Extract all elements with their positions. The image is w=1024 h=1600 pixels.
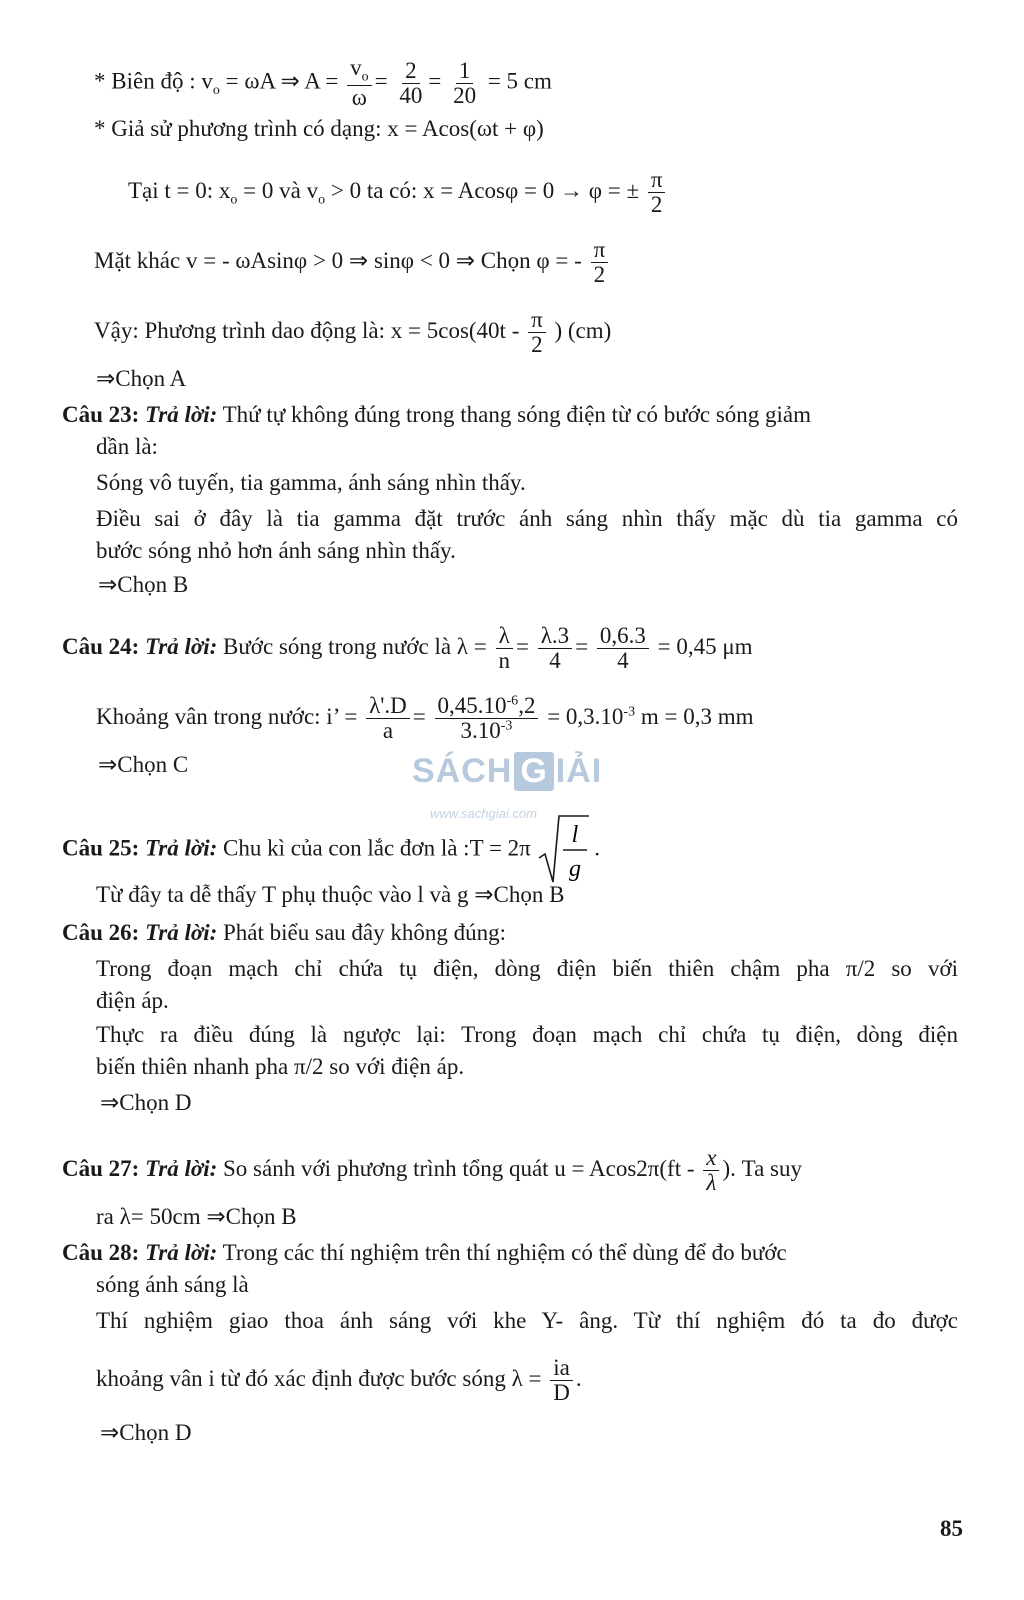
denominator: a [382,718,394,744]
answer-label: Trả lời: [145,1240,218,1265]
fraction [435,694,539,743]
q27-line1 [62,1146,960,1195]
subscript: o [230,192,238,208]
text: khoảng vân i từ đó xác định được bước sóng λ = [96,1365,542,1391]
numerator: 0,45.10 [437,693,507,718]
text: = 0,3.10 [547,703,624,729]
q24-line2: Khoảng vân trong nước: i’ = $\frac{\lambda'.D}{a}$ = $\frac{0,45.10^{-6},2}{3.10^{-3}}$ = $0,3.10^{-3}$ m = 0,3 mm [96,693,754,744]
exponent: -6 [506,693,519,709]
numerator: λ [496,624,513,649]
question-label: Câu 28: [62,1240,140,1265]
fraction [366,694,410,743]
question-label: Câu 27: [62,1155,140,1181]
choose-c: ⇒Chọn C [98,752,189,777]
numerator: l [571,822,578,848]
text: = 5 cm [487,68,552,94]
numerator: π [591,238,609,263]
denominator: 40 [399,82,423,108]
q23-line4: Điều sai ở đây là tia gamma đặt trước ánh sáng nhìn thấy mặc dù tia gamma có [96,506,958,531]
q25-line1 [62,814,600,886]
numerator: π [528,308,546,333]
subscript: o [212,83,220,99]
choose-a: ⇒Chọn A [96,366,187,391]
q27-line2: ra λ= 50cm ⇒Chọn B [96,1204,297,1229]
answer-label: Trả lời: [145,633,218,659]
fraction [648,168,666,217]
q26-line4: Thực ra điều đúng là ngược lại: Trong đoạn mạch chỉ chứa tụ điện, dòng điện [96,1022,958,1047]
fraction [396,59,425,108]
q28-line2: sóng ánh sáng là [96,1272,249,1297]
watermark-text-g: G [514,752,553,791]
numerator: ,2 [518,693,536,718]
text: Khoảng vân trong nước: i’ = [96,703,358,729]
watermark-url: www.sachgiai.com [430,806,537,821]
text: m = 0,3 mm [635,703,754,729]
assume-line: * Giả sử phương trình có dạng: x = Acos(ωt + φ) [94,116,544,141]
denominator: 2 [531,332,543,358]
numerator: 1 [456,59,474,84]
result-line [94,308,611,357]
denominator: 4 [549,648,561,674]
numerator: x [703,1146,719,1171]
t0-line [128,168,668,217]
subscript: o [318,192,326,208]
question-label: Câu 26: [62,920,140,945]
numerator: 2 [402,59,420,84]
text: Chu kì của con lắc đơn là :T = 2π [223,835,531,861]
text: . [594,835,601,861]
text: So sánh với phương trình tổng quát u = Acos2π(ft - [223,1155,695,1181]
fraction [538,624,572,673]
numerator: 0,6.3 [597,624,649,649]
denominator: 2 [593,262,606,288]
exponent: -3 [623,704,636,720]
answer-label: Trả lời: [145,920,218,945]
q26-line1 [62,918,506,948]
watermark-text-left: SÁCH [412,752,513,790]
numerator: λ.3 [538,624,572,649]
text: . [575,1365,582,1391]
q26-line3: điện áp. [96,988,169,1013]
text: > 0 ta có: x = Acosφ = 0 → φ = ± [325,177,640,203]
subscript: o [361,69,369,85]
choose-d-2: ⇒Chọn D [100,1420,192,1445]
fraction [347,56,372,110]
question-label: Câu 25: [62,835,140,861]
q24-line1: Câu 24: Trả lời: Bước sóng trong nước là λ = $\frac{\lambda}{n}$ = $\frac{\lambda.3}{4}$ = $\frac{0,6.3}{4}$ = 0,45 μm [62,623,753,674]
watermark-logo [412,752,602,791]
text: * Biên độ : v [94,68,213,94]
q25-line2: Từ đây ta dễ thấy T phụ thuộc vào l và g ⇒Chọn B [96,882,565,907]
q28-line4 [96,1356,582,1405]
q23-line3: Sóng vô tuyến, tia gamma, ánh sáng nhìn thấy. [96,470,526,495]
text: Vậy: Phương trình dao động là: x = 5cos(40t - [94,317,520,343]
fraction [591,238,609,287]
denominator: 3.10 [460,718,501,744]
fraction [703,1146,719,1195]
numerator: ia [550,1356,573,1381]
text: Phát biểu sau đây không đúng: [223,920,506,945]
numerator: λ'.D [366,694,410,719]
answer-label: Trả lời: [145,1155,218,1181]
fraction [597,624,649,673]
q23-line1 [62,400,811,430]
exponent: -3 [500,718,513,734]
text: = 0,45 μm [657,633,753,659]
text: ) (cm) [554,317,612,343]
text: = ωA ⇒ A = [219,68,339,94]
fraction [450,59,479,108]
text: Tại t = 0: x [128,177,231,203]
question-label: Câu 24: [62,633,140,659]
q23-line2: dần là: [96,434,158,459]
denominator: 4 [617,648,629,674]
choose-b: ⇒Chọn B [98,572,189,597]
numerator: v [350,55,362,80]
answer-label: Trả lời: [145,402,218,427]
denominator: D [553,1380,570,1406]
q26-line2: Trong đoạn mạch chỉ chứa tụ điện, dòng điện biến thiên chậm pha π/2 so với [96,956,958,981]
watermark-text-right: IẢI [555,752,603,790]
text: Thứ tự không đúng trong thang sóng điện từ có bước sóng giảm [222,402,812,427]
fraction [528,308,546,357]
denominator: n [498,648,510,674]
numerator: π [648,168,666,193]
text: = 0 và v [237,177,319,203]
question-label: Câu 23: [62,402,140,427]
q23-line5: bước sóng nhỏ hơn ánh sáng nhìn thấy. [96,538,456,563]
sqrt-symbol-icon [537,814,589,886]
choose-d: ⇒Chọn D [100,1090,192,1115]
denominator: 2 [650,192,663,218]
q28-line3: Thí nghiệm giao thoa ánh sáng với khe Y- âng. Từ thí nghiệm đó ta đo được [96,1308,958,1333]
q28-line1 [62,1238,787,1268]
text: Trong các thí nghiệm trên thí nghiệm có thể dùng để đo bước [222,1240,787,1265]
text: ). Ta suy [722,1155,802,1181]
answer-label: Trả lời: [145,835,218,861]
denominator: λ [706,1170,717,1196]
denominator: ω [351,85,367,111]
fraction [550,1356,573,1405]
denominator: g [568,856,581,882]
q26-line5: biến thiên nhanh pha π/2 so với điện áp. [96,1054,465,1079]
page-number: 85 [940,1516,963,1541]
fraction [496,624,514,673]
text: Mặt khác v = - ωAsinφ > 0 ⇒ sinφ < 0 ⇒ Chọn φ = - [94,247,582,273]
other-line [94,238,611,287]
amplitude-line: * Biên độ : $v_o = \omega A$ ⇒ A = $\frac{v_o}{\omega}$ = $\frac{2}{40}$ = $\frac{1}{20}$ = 5 cm [94,55,552,111]
sqrt [537,814,589,886]
denominator: 20 [453,82,477,108]
text: Bước sóng trong nước là λ = [223,633,487,659]
